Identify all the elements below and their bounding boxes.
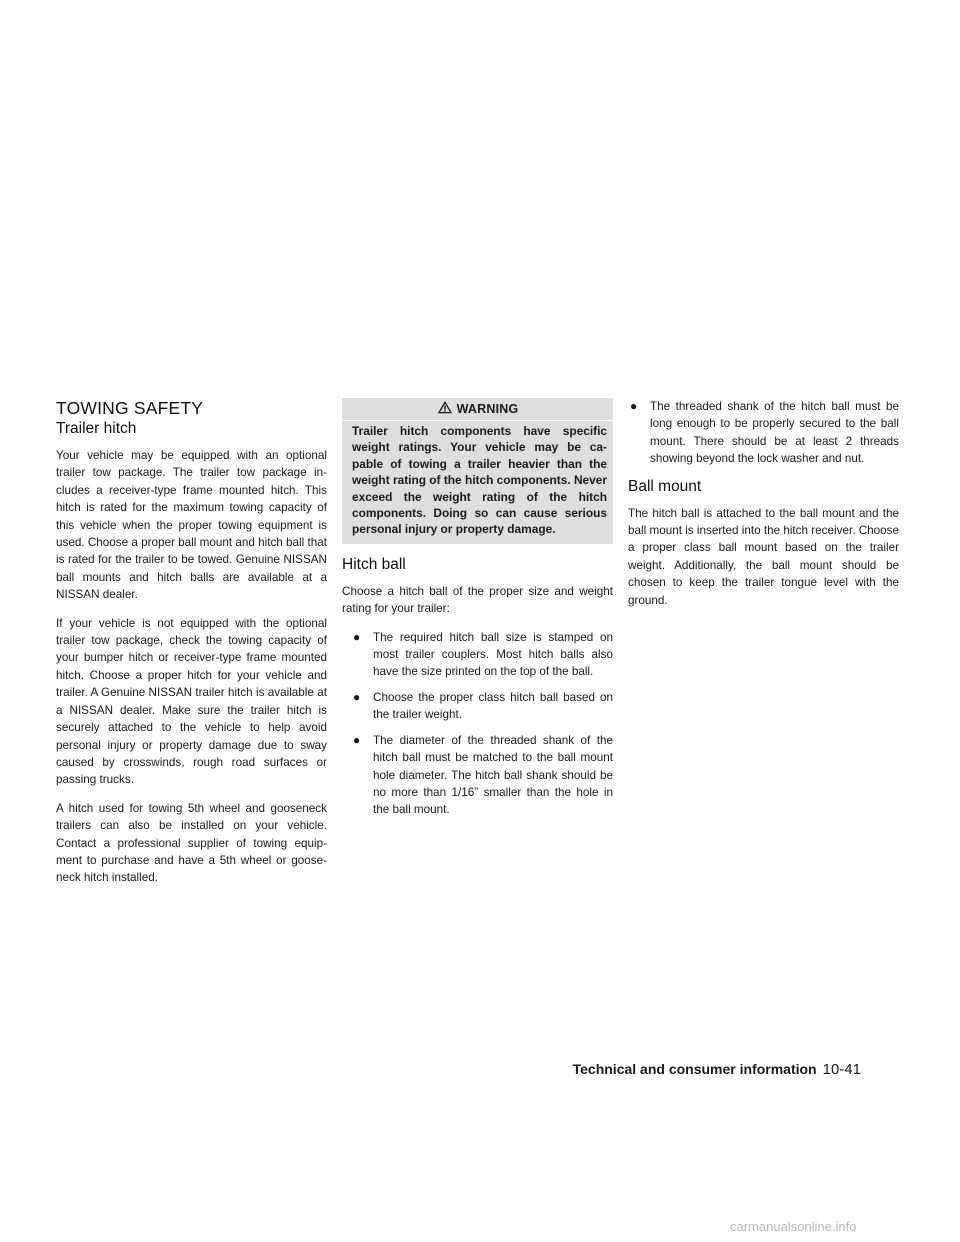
bullet-icon: ● <box>353 629 361 644</box>
hitch-ball-list <box>342 629 613 819</box>
warning-title: WARNING <box>456 402 519 416</box>
paragraph: If your vehicle is not equipped with the optional trailer tow package, check the towing capacity of your bumper hitch or receiver-type frame mounted hitch. Choose a proper hitch for your vehicle and trailer. A Genuine NISSAN trailer hitch is available at a NISSAN dealer. Make sure the trailer hitch is securely attached to the vehicle to help avoid personal injury or property damage due to sway caused by crosswinds, rough road surfaces or passing trucks. <box>56 616 327 787</box>
list-item-text: The diameter of the threaded shank of the hitch ball must be matched to the ball mount hole diameter. The hitch ball shank should be no more than 1/16” smaller than the hole in the ball mount. <box>373 733 613 817</box>
bullet-icon: ● <box>353 689 361 704</box>
paragraph: Your vehicle may be equipped with an optional trailer tow package. The trailer tow package in- cludes a receiver-type frame mounted hitch. This hitch is rated for the maximum towing capacity of this vehicle when the proper towing equipment is used. Choose a proper ball mount and hitch ball that is rated for the trailer to be towed. Genuine NISSAN ball mounts and hitch balls are available at a NISSAN dealer. <box>56 449 327 602</box>
warning-triangle-icon <box>437 400 453 419</box>
warning-header <box>342 398 613 421</box>
bullet-icon: ● <box>630 399 638 413</box>
column-middle <box>342 398 613 827</box>
paragraph: The hitch ball is attached to the ball mount and the ball mount is inserted into the hitch receiver. Choose a proper class ball mount based on the trailer weight. Additionally, the ball mount should be chosen to keep the trailer tongue level with the ground. <box>628 506 899 607</box>
column-right <box>628 398 899 620</box>
heading-ball-mount: Ball mount <box>628 477 702 495</box>
list-item-text: Choose the proper class hitch ball based on the trailer weight. <box>373 690 613 722</box>
list-item-text: The required hitch ball size is stamped on most trailer couplers. Most hitch balls also have the size printed on the top of the ball. <box>373 630 613 679</box>
hitch-ball-list-continued <box>628 398 899 468</box>
list-item <box>351 732 613 819</box>
paragraph: A hitch used for towing 5th wheel and gooseneck trailers can also be installed on your vehicle. Contact a professional supplier of towing equip- ment to purchase and have a 5th wheel or goose- neck hitch installed. <box>56 801 327 885</box>
bullet-icon: ● <box>353 732 361 747</box>
hitch-ball-intro: Choose a hitch ball of the proper size and weight rating for your trailer: <box>342 584 613 616</box>
watermark: carmanualsonline.info <box>730 1219 857 1234</box>
list-item <box>351 689 613 724</box>
footer-section-title: Technical and consumer information <box>572 1061 817 1077</box>
warning-box <box>342 398 613 544</box>
warning-text: Trailer hitch components have specific weight ratings. Your vehicle may be ca- pable of towing a trailer heavier than the weight rating of the hitch components. Never exceed the weight rating of the hitch components. Doing so can cause serious personal injury or property damage. <box>352 424 608 537</box>
page-footer <box>573 1061 861 1078</box>
column-left <box>56 398 327 898</box>
heading-hitch-ball: Hitch ball <box>342 555 406 573</box>
page-number: 10-41 <box>822 1061 861 1078</box>
list-item <box>351 629 613 681</box>
section-title: TOWING SAFETY <box>56 398 204 418</box>
list-item <box>628 398 899 468</box>
list-item-text: The threaded shank of the hitch ball must be long enough to be properly secured to the ball mount. There should be at least 2 threads showing beyond the lock washer and nut. <box>650 400 899 466</box>
heading-trailer-hitch: Trailer hitch <box>56 420 137 437</box>
